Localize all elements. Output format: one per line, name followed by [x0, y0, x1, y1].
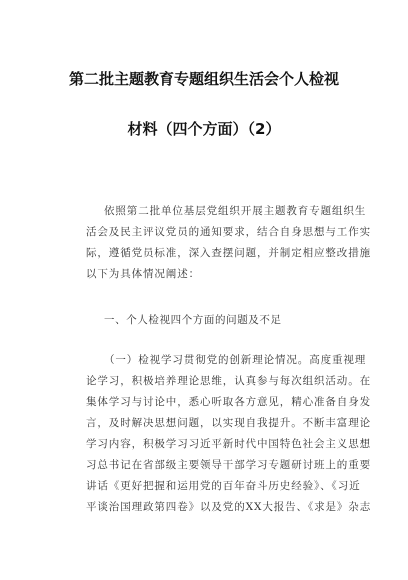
section-heading: 一、个人检视四个方面的问题及不足: [104, 314, 282, 326]
body-line: 言，及时解决思想问题，以实现自我提升。不断丰富理论: [86, 417, 371, 429]
document-title-line-2: 材料（四个方面）（2）: [127, 120, 281, 138]
body-line: 平谈治国理政第四卷》以及党的XX大报告、《求是》杂志: [86, 501, 372, 513]
intro-line: 依照第二批单位基层党组织开展主题教育专题组织生: [104, 205, 367, 217]
document-title-line-1: 第二批主题教育专题组织生活会个人检视: [68, 70, 339, 88]
body-line: 论学习，积极培养理论思维，认真参与每次组织活动。在: [86, 375, 371, 387]
body-line: 学习内容，积极学习习近平新时代中国特色社会主义思想: [86, 438, 371, 450]
body-line: 习总书记在省部级主要领导干部学习专题研讨班上的重要: [86, 459, 371, 471]
body-line: 集体学习与讨论中，悉心听取各方意见，精心准备自身发: [86, 396, 371, 408]
body-line: （一）检视学习贯彻党的创新理论情况。高度重视理: [104, 354, 367, 366]
intro-line: 活会及民主评议党员的通知要求，结合自身思想与工作实: [86, 226, 371, 238]
intro-line: 以下为具体情况阐述：: [86, 268, 200, 280]
body-line: 讲话《更好把握和运用党的百年奋斗历史经验》、《习近: [86, 480, 361, 492]
intro-line: 际，遵循党员标准，深入查摆问题，并制定相应整改措施: [86, 247, 371, 259]
